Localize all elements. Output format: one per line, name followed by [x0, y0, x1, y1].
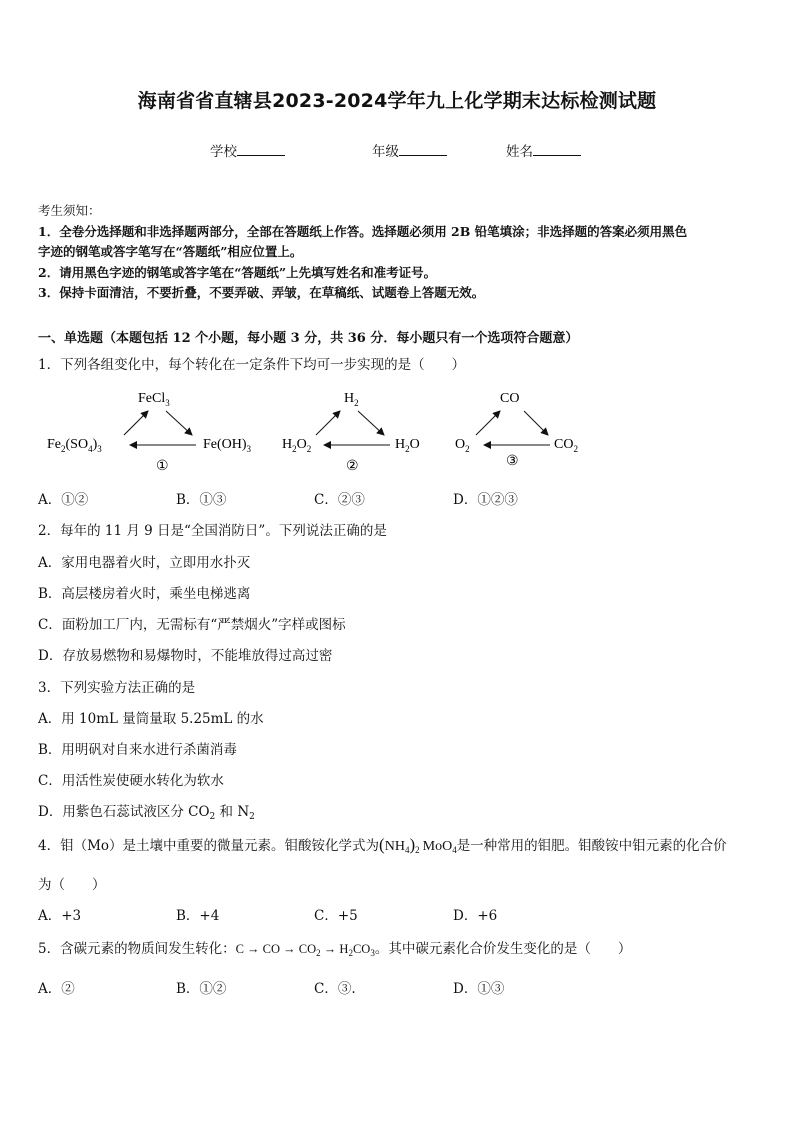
diagram-2 — [282, 391, 420, 474]
q5-option-d[interactable]: D．①③ — [453, 981, 505, 997]
school-blank — [237, 142, 285, 156]
diagram-1-right: $Fe(OH)_3$ — [203, 437, 252, 454]
grade-label: 年级 — [372, 144, 399, 160]
notes-item: 3．保持卡面清洁，不要折叠，不要弄破、弄皱，在草稿纸、试题卷上答题无效。 — [38, 285, 485, 300]
diagram-1-top: FeCl$_3$ — [138, 391, 170, 408]
section-heading: 一、单选题（本题包括 12 个小题，每小题 3 分，共 36 分．每小题只有一个选项符合题意） — [38, 331, 579, 346]
notes-item: 1．全卷分选择题和非选择题两部分，全部在答题纸上作答。选择题必须用 2B 铅笔填涂；非选择题的答案必须用黑色 — [38, 223, 688, 239]
q2-option-b[interactable]: B．高层楼房着火时，乘坐电梯逃离 — [38, 586, 251, 602]
q2-stem: 2．每年的 11 月 9 日是“全国消防日”。下列说法正确的是 — [38, 523, 387, 539]
notes-item: 2．请用黑色字迹的钢笔或答字笔在“答题纸”上先填写姓名和准考证号。 — [38, 264, 437, 280]
grade-blank — [399, 142, 447, 156]
q5-option-a[interactable]: A．② — [38, 981, 75, 997]
diagram-1-number: ① — [156, 459, 169, 474]
arrow — [124, 411, 148, 435]
q2-option-a[interactable]: A．家用电器着火时，立即用水扑灭 — [38, 555, 251, 571]
arrow — [166, 411, 192, 435]
diagram-3-top: CO — [500, 391, 520, 406]
q4-stem: 4．钼（Mo）是土壤中重要的微量元素。钼酸铵化学式为$(NH_4)_2$ MoO$_4$是一种常用的钼肥。钼酸铵中钼元素的化合价 — [38, 835, 727, 855]
q4-formula: $(NH_4)_2$ MoO$_4$ — [379, 835, 457, 855]
q5-option-c[interactable]: C．③. — [314, 981, 356, 997]
q3-option-d-text: D．用紫色石蕊试液区分 CO — [38, 804, 210, 820]
diagram-3-number: ③ — [506, 454, 519, 469]
q2-option-c[interactable]: C．面粉加工厂内，无需标有“严禁烟火”字样或图标 — [38, 617, 346, 633]
q1-option-d[interactable]: D．①②③ — [453, 492, 518, 508]
diagram-1 — [47, 391, 252, 474]
arrow — [316, 411, 340, 435]
q4-option-b[interactable]: B．+4 — [176, 908, 220, 924]
diagram-2-top: $H_2$ — [344, 391, 359, 408]
diagram-1-left: $Fe_2(SO_4)_3$ — [47, 437, 102, 454]
notes-block — [38, 201, 687, 304]
grade-field — [372, 140, 447, 160]
q3-option-c[interactable]: C．用活性炭使硬水转化为软水 — [38, 773, 224, 789]
arrow — [358, 411, 384, 435]
q3-option-a[interactable]: A．用 10mL 量筒量取 5.25mL 的水 — [38, 711, 264, 727]
arrow — [524, 411, 548, 435]
page-title: 海南省省直辖县2023-2024学年九上化学期末达标检测试题 — [137, 90, 657, 112]
q5-option-b[interactable]: B．①② — [176, 981, 227, 997]
q1-diagrams — [38, 385, 598, 477]
q4-option-a[interactable]: A．+3 — [38, 908, 82, 924]
q4-option-c[interactable]: C．+5 — [314, 908, 358, 924]
q4-option-d[interactable]: D．+6 — [453, 908, 498, 924]
q2-option-d[interactable]: D．存放易燃物和易爆物时，不能堆放得过高过密 — [38, 648, 333, 664]
name-label: 姓名 — [506, 144, 533, 160]
q3-option-d[interactable]: D．用紫色石蕊试液区分 $CO_2$ 和 $N_2$ — [38, 804, 255, 822]
arrow — [476, 411, 500, 435]
q1-option-a[interactable]: A．①② — [38, 492, 89, 508]
q1-stem: 1．下列各组变化中，每个转化在一定条件下均可一步实现的是（ ） — [38, 357, 466, 373]
diagram-3-right: $CO_2$ — [554, 437, 578, 454]
q3-stem: 3．下列实验方法正确的是 — [38, 680, 196, 696]
q1-option-b[interactable]: B．①③ — [176, 492, 227, 508]
school-field — [210, 140, 285, 160]
school-label: 学校 — [210, 144, 237, 160]
diagram-2-number: ② — [346, 459, 359, 474]
diagram-2-right: $H_2O$ — [395, 437, 420, 454]
name-blank — [533, 142, 581, 156]
q5-stem: 5．含碳元素的物质间发生转化：C → CO → $CO_2 \to H_2CO_3$。其中碳元素化合价发生变化的是（ ） — [38, 941, 632, 958]
q5-chain: C → CO → $CO_2 \to H_2CO_3$ — [235, 942, 375, 958]
diagram-2-left: $H_2O_2$ — [282, 437, 312, 454]
q1-option-c[interactable]: C．②③ — [314, 492, 365, 508]
name-field — [506, 140, 581, 160]
diagram-3-left: $O_2$ — [455, 437, 470, 454]
notes-item: 字迹的钢笔或答字笔写在“答题纸”相应位置上。 — [38, 244, 303, 259]
q4-stem-continued: 为（ ） — [38, 877, 106, 893]
diagram-3 — [455, 391, 578, 469]
notes-heading: 考生须知： — [38, 203, 101, 218]
q3-option-b[interactable]: B．用明矾对自来水进行杀菌消毒 — [38, 742, 237, 758]
